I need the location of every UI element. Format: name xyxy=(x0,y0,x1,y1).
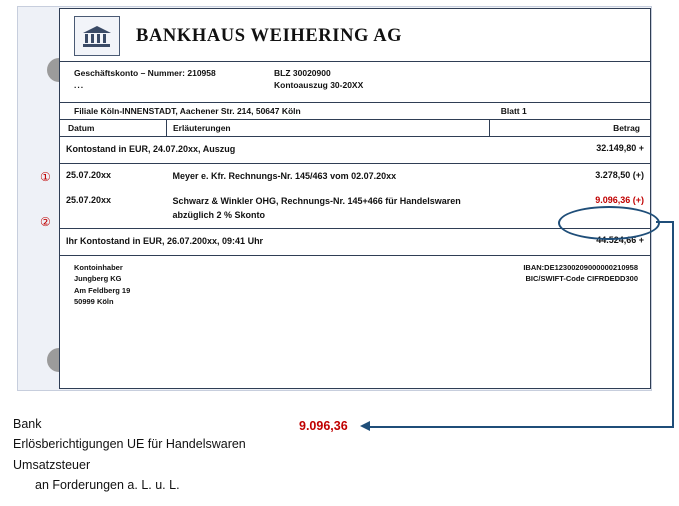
branch-line xyxy=(60,103,650,119)
table-row xyxy=(60,189,650,229)
account-holder-block xyxy=(74,262,130,305)
opening-balance-amount: 32.149,80 + xyxy=(596,143,644,153)
account-number: Geschäftskonto – Nummer: 210958 xyxy=(74,68,216,78)
account-holder-street: Am Feldberg 19 xyxy=(74,285,131,295)
opening-balance-label: Kontostand in EUR, 24.07.20xx, Auszug xyxy=(66,144,236,154)
bank-codes-block xyxy=(523,262,638,305)
branch-address: Filiale Köln-INNENSTADT, Aachener Str. 214, 50647 Köln xyxy=(74,106,301,116)
table-row xyxy=(60,163,650,189)
booking-line-bank: Bank xyxy=(13,417,42,431)
account-info-dots: ... xyxy=(74,80,85,91)
booking-entry xyxy=(13,414,246,495)
table-header-row xyxy=(60,120,650,137)
account-holder-name: Jungberg KG xyxy=(74,274,122,284)
connector-segment-vertical xyxy=(672,221,674,428)
booking-line-revenue-adjustment: Erlösberichtigungen UE für Handelswaren xyxy=(13,437,246,452)
row-date: 25.07.20xx xyxy=(66,195,112,205)
booking-line-receivables: an Forderungen a. L. u. L. xyxy=(35,477,180,492)
row-amount-highlighted: 9.096,36 (+) xyxy=(595,195,644,205)
closing-balance-label: Ihr Kontostand in EUR, 26.07.200xx, 09:41 Uhr xyxy=(60,229,490,255)
row-description: Schwarz & Winkler OHG, Rechnungs-Nr. 145+466 für Handelswaren abzüglich 2 % Skonto xyxy=(172,196,461,220)
row-marker-1: ① xyxy=(40,170,51,184)
statement-footer xyxy=(60,255,650,311)
booking-line-vat: Umsatzsteuer xyxy=(13,457,91,472)
bank-code: BLZ 30020900 xyxy=(274,68,331,78)
row-date: 25.07.20xx xyxy=(66,169,112,180)
sheet-number: Blatt 1 xyxy=(500,106,527,116)
table-row-opening-balance xyxy=(60,137,650,163)
column-header-amount: Betrag xyxy=(490,120,651,137)
account-info-block xyxy=(60,62,650,102)
row-amount: 3.278,50 (+) xyxy=(595,169,644,180)
column-header-date: Datum xyxy=(60,120,167,137)
column-header-description: Erläuterungen xyxy=(167,120,490,137)
closing-balance-amount: 44.524,66 + xyxy=(490,229,651,255)
statement-table xyxy=(60,119,650,255)
row-marker-2: ② xyxy=(40,215,51,229)
statement-header xyxy=(60,9,650,61)
statement-table-wrap xyxy=(60,119,650,255)
bank-building-icon xyxy=(74,16,120,56)
bic-swift: BIC/SWIFT-Code CIFRDEDD300 xyxy=(525,274,638,284)
booking-amount: 9.096,36 xyxy=(299,419,348,433)
bank-name: BANKHAUS WEIHERING AG xyxy=(136,25,403,46)
account-holder-city: 50999 Köln xyxy=(74,297,114,307)
connector-arrowhead-icon xyxy=(360,421,370,431)
bank-statement-document xyxy=(59,8,651,389)
iban: IBAN:DE12300209000000210958 xyxy=(523,262,638,272)
account-holder-label: Kontoinhaber xyxy=(74,262,123,272)
table-row-closing-balance xyxy=(60,229,650,255)
row-description: Meyer e. Kfr. Rechnungs-Nr. 145/463 vom 02.07.20xx xyxy=(172,170,397,181)
connector-segment-bottom xyxy=(368,426,674,428)
statement-number: Kontoauszug 30-20XX xyxy=(274,80,364,91)
